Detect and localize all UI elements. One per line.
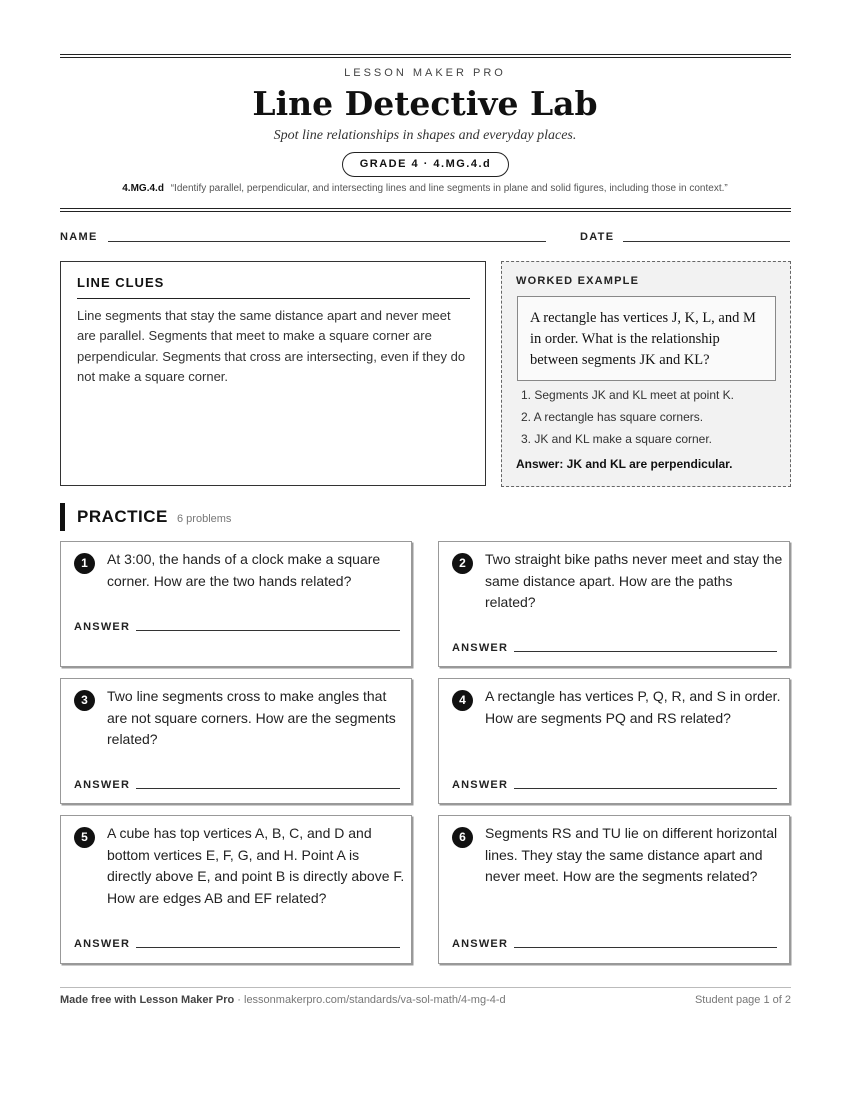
problem-number-badge: 2 — [452, 553, 473, 574]
standard-code: 4.MG.4.d — [122, 183, 164, 194]
answer-label: ANSWER — [74, 938, 131, 950]
date-label: DATE — [580, 231, 615, 243]
worked-example-step: 2. A rectangle has square corners. — [521, 410, 704, 424]
page-title: Line Detective Lab — [252, 84, 598, 123]
practice-accent-bar — [60, 503, 65, 531]
standard-description — [0, 183, 850, 194]
problem-question: A rectangle has vertices P, Q, R, and S in order. How are segments PQ and RS related? — [485, 688, 781, 726]
problem-card-6 — [438, 815, 790, 964]
worked-example-step: 1. Segments JK and KL meet at point K. — [521, 388, 735, 402]
footer-credit — [60, 994, 506, 1006]
answer-line[interactable] — [136, 947, 400, 948]
answer-line[interactable] — [514, 651, 777, 652]
problem-number-badge: 5 — [74, 827, 95, 848]
answer-label: ANSWER — [452, 938, 509, 950]
answer-line[interactable] — [514, 947, 777, 948]
answer-line[interactable] — [514, 788, 777, 789]
line-clues-divider — [77, 298, 470, 299]
problem-question: Two straight bike paths never meet and stay the same distance apart. How are the paths related? — [485, 551, 783, 610]
answer-label: ANSWER — [452, 642, 509, 654]
problem-question: A cube has top vertices A, B, C, and D and bottom vertices E, F, G, and H. Point A is directly above E, and point B is directly above F. How are edges AB and EF related? — [107, 825, 405, 906]
footer-rule — [60, 987, 791, 988]
brand-name: LESSON MAKER PRO — [344, 67, 506, 79]
answer-line[interactable] — [136, 630, 400, 631]
page-subtitle: Spot line relationships in shapes and everyday places. — [273, 128, 577, 143]
answer-line[interactable] — [136, 788, 400, 789]
grade-badge: GRADE 4 · 4.MG.4.d — [342, 152, 509, 177]
footer-made-with: Made free with Lesson Maker Pro — [60, 994, 235, 1006]
answer-label: ANSWER — [74, 621, 131, 633]
date-field[interactable] — [623, 241, 790, 242]
name-label: NAME — [60, 231, 98, 243]
problem-card-2 — [438, 541, 790, 667]
footer-url[interactable]: · lessonmakerpro.com/standards/va-sol-math/4-mg-4-d — [234, 994, 506, 1006]
problem-question: Two line segments cross to make angles that are not square corners. How are the segments related? — [107, 688, 396, 747]
footer-page-number: Student page 1 of 2 — [694, 994, 791, 1006]
worked-example-question: A rectangle has vertices J, K, L, and M in order. What is the relationship between segments JK and KL? — [517, 296, 776, 381]
problem-card-5 — [60, 815, 412, 964]
name-field[interactable] — [108, 241, 546, 242]
problem-number-badge: 4 — [452, 690, 473, 711]
problem-question: At 3:00, the hands of a clock make a square corner. How are the two hands related? — [107, 551, 381, 589]
practice-heading: PRACTICE — [77, 507, 168, 526]
problem-card-1 — [60, 541, 412, 667]
line-clues-box — [60, 261, 486, 486]
problem-number-badge: 6 — [452, 827, 473, 848]
worked-example-box — [501, 261, 791, 487]
problem-card-4 — [438, 678, 790, 804]
header-bottom-rule — [60, 208, 791, 212]
standard-text: “Identify parallel, perpendicular, and intersecting lines and line segments in plane and solid figures, including those in context.” — [170, 183, 728, 194]
line-clues-text: Line segments that stay the same distance apart and never meet are parallel. Segments that meet to make a square corner are perpendicular. Segments that cross are intersecting, even if they do not make a square corner. — [77, 308, 466, 384]
problem-number-badge: 1 — [74, 553, 95, 574]
problem-card-3 — [60, 678, 412, 804]
problem-question: Segments RS and TU lie on different horizontal lines. They stay the same distance apart and never meet. How are the segments related? — [485, 825, 778, 884]
answer-label: ANSWER — [452, 779, 509, 791]
header-top-rule — [60, 54, 791, 58]
worked-example-heading: WORKED EXAMPLE — [516, 275, 640, 287]
practice-count: 6 problems — [177, 513, 232, 525]
worked-example-step: 3. JK and KL make a square corner. — [521, 432, 712, 446]
line-clues-heading: LINE CLUES — [77, 275, 165, 290]
worked-example-answer: Answer: JK and KL are perpendicular. — [516, 457, 733, 471]
answer-label: ANSWER — [74, 779, 131, 791]
problem-number-badge: 3 — [74, 690, 95, 711]
